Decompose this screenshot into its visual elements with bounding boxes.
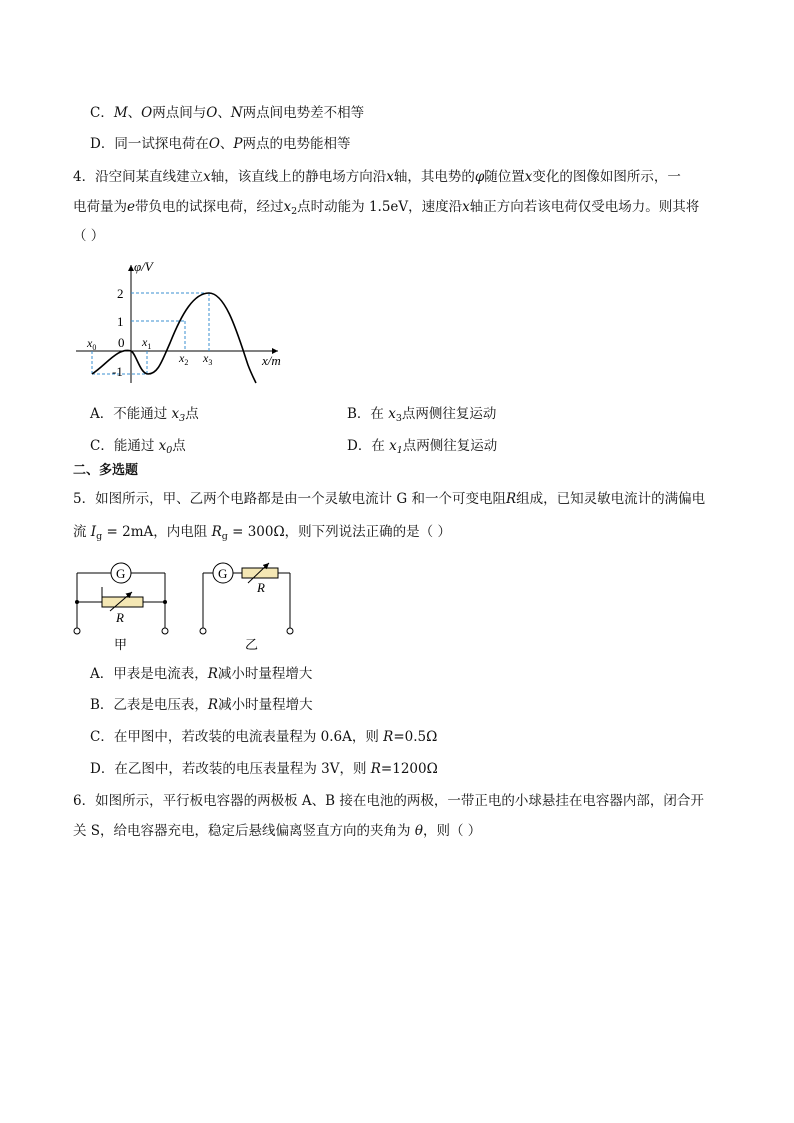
section-title: 二、多选题 [73, 463, 139, 478]
var-n: N [230, 105, 243, 121]
var-theta: θ [414, 823, 423, 839]
galvanometer-label: G [218, 566, 228, 581]
subscript: 1 [396, 445, 403, 456]
var-r: R [370, 761, 381, 777]
q4-stem-line1 [73, 167, 681, 187]
var-o: O [208, 136, 220, 152]
text: 变化的图像如图所示，一 [532, 169, 681, 185]
text: 、 [219, 136, 234, 152]
var-x: x [462, 199, 470, 215]
resistor-jia [102, 597, 143, 607]
text: 电荷量为 [73, 199, 127, 215]
galvanometer-label: G [116, 566, 126, 581]
text: 、 [217, 105, 231, 121]
option-label: C． [90, 105, 114, 121]
var-x: x [171, 406, 180, 422]
terminal [287, 628, 293, 634]
var-r: R [383, 729, 394, 745]
x0-label: $x_0$ [87, 336, 97, 352]
text: 两点的电势能相等 [242, 136, 351, 152]
text: 轴正方向若该电荷仅受电场力。则其将 [469, 199, 700, 215]
text: =1200Ω [380, 761, 438, 777]
q3-option-c [90, 103, 364, 123]
dashed-guides [92, 293, 209, 374]
x2-label: $x_2$ [179, 351, 189, 367]
text: 带负电的试探电荷，经过 [135, 199, 284, 215]
tick-minus-1: -1 [112, 364, 123, 379]
tick-1: 1 [117, 314, 124, 329]
q3-option-d [90, 134, 351, 154]
text: ，则（ ） [422, 823, 482, 839]
var-o: O [206, 105, 218, 121]
text: 点两侧往复运动 [402, 438, 498, 454]
junction-dot [163, 600, 167, 604]
text: A．甲表是电流表， [90, 666, 208, 682]
text: D．在乙图中，若改装的电压表量程为 3V，则 [90, 761, 371, 777]
q4-option-d [347, 436, 497, 461]
text: B．乙表是电压表， [90, 697, 208, 713]
text: 组成，已知灵敏电流计的满偏电 [516, 491, 706, 507]
circuit-diagrams [66, 558, 306, 658]
var-e: e [127, 199, 135, 215]
terminal [74, 628, 80, 634]
text: 同一试探电荷在 [114, 136, 209, 152]
text: B．在 [347, 406, 389, 422]
text: 5．如图所示，甲、乙两个电路都是由一个灵敏电流计 G 和一个可变电阻 [73, 491, 506, 507]
text: 两点间电势差不相等 [242, 105, 365, 121]
q4-option-c [90, 436, 186, 461]
var-r: R [207, 697, 219, 713]
x-axis-label: x/m [262, 353, 281, 368]
text: 关 S，给电容器充电，稳定后悬线偏离竖直方向的夹角为 [73, 823, 415, 839]
text: 流 [73, 524, 91, 540]
subscript: 2 [291, 206, 298, 217]
var-r: R [207, 666, 218, 682]
text: = 2mA，内电阻 [102, 524, 212, 540]
x3-label: $x_3$ [203, 351, 213, 367]
text: 轴，其电势的 [393, 169, 475, 185]
label-jia: 甲 [114, 637, 128, 652]
subscript: 3 [395, 413, 402, 424]
text: 减小时量程增大 [217, 666, 313, 682]
var-r: R [505, 491, 517, 507]
option-label: D． [90, 136, 115, 152]
text: 、 [127, 105, 142, 121]
text: 随位置 [484, 169, 525, 185]
resistor-yi [242, 568, 278, 578]
tick-2: 2 [117, 286, 124, 301]
phi-x-graph [70, 255, 300, 395]
text: 点时动能为 1.5eV，速度沿 [297, 199, 463, 215]
q4-option-a [90, 404, 199, 429]
text: =0.5Ω [393, 729, 438, 745]
terminal [200, 628, 206, 634]
subscript: g [96, 531, 103, 542]
subscript: 3 [179, 413, 186, 424]
q5-option-b [90, 695, 313, 715]
circuit-yi [203, 573, 290, 628]
var-phi: φ [474, 169, 485, 185]
var-x: x [524, 169, 533, 185]
text: C．能通过 [90, 438, 159, 454]
text: 轴，该直线上的静电场方向沿 [210, 169, 387, 185]
var-x: x [283, 199, 292, 215]
terminal [162, 628, 168, 634]
resistor-label: R [116, 610, 124, 625]
var-p: P [233, 136, 243, 152]
y-axis-label: φ/V [134, 259, 153, 274]
q5-option-c [90, 727, 437, 747]
q5-stem-line1 [73, 489, 705, 509]
var-x: x [389, 438, 397, 454]
text: 点两侧往复运动 [401, 406, 497, 422]
text: = 300Ω，则下列说法正确的是（ ） [227, 524, 451, 540]
subscript: g [221, 531, 228, 542]
subscript: 0 [166, 445, 173, 456]
text: 两点间与 [152, 105, 207, 121]
q5-stem-line2 [73, 522, 451, 547]
q5-option-d [90, 759, 438, 779]
x1-label: $x_1$ [142, 335, 152, 351]
var-x: x [203, 169, 211, 185]
text: 减小时量程增大 [218, 697, 313, 713]
tick-0: 0 [118, 335, 125, 350]
var-o: O [141, 105, 153, 121]
text: D．在 [347, 438, 390, 454]
var-r: R [211, 524, 222, 540]
q5-option-a [90, 664, 312, 684]
var-x: x [388, 406, 396, 422]
q4-option-b [347, 404, 496, 429]
var-x: x [158, 438, 167, 454]
text: 点 [185, 406, 199, 422]
q4-stem-line2 [73, 197, 699, 222]
text: A．不能通过 [90, 406, 172, 422]
text: C．在甲图中，若改装的电流表量程为 0.6A，则 [90, 729, 384, 745]
q6-stem-line1: 6．如图所示，平行板电容器的两极板 A、B 接在电池的两极，一带正电的小球悬挂在电容器内部，闭合开 [73, 793, 704, 809]
var-i: I [90, 524, 97, 540]
junction-dot [75, 600, 79, 604]
q4-answer-bracket: （ ） [73, 228, 105, 244]
var-x: x [386, 169, 394, 185]
text: 4．沿空间某直线建立 [73, 169, 204, 185]
var-m: M [113, 105, 128, 121]
q6-stem-line2 [73, 821, 481, 841]
label-yi: 乙 [245, 637, 259, 652]
text: 点 [172, 438, 186, 454]
resistor-label: R [257, 580, 265, 595]
